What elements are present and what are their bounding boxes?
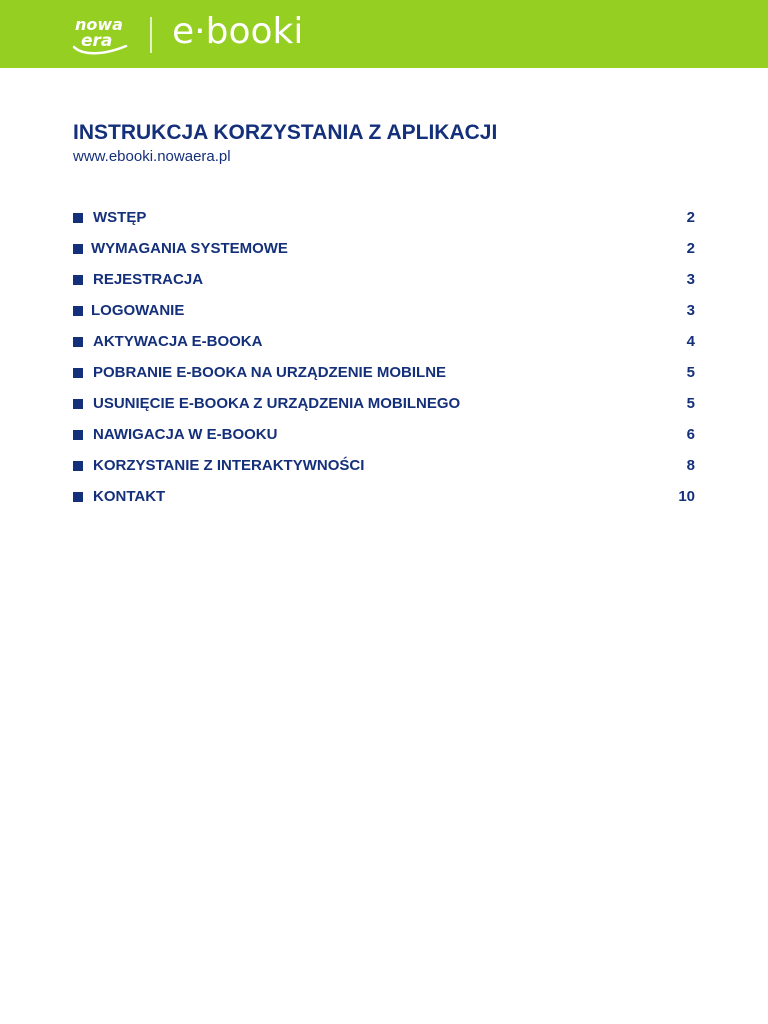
- nowa-era-logo: [72, 14, 130, 56]
- toc-item-label: WSTĘP: [93, 209, 147, 226]
- toc-item-label: LOGOWANIE: [91, 302, 185, 319]
- square-bullet-icon: [73, 399, 83, 409]
- square-bullet-icon: [73, 275, 83, 285]
- table-of-contents: [73, 203, 695, 513]
- square-bullet-icon: [73, 306, 83, 316]
- toc-item-page: 5: [686, 364, 695, 381]
- toc-item-label: WYMAGANIA SYSTEMOWE: [91, 240, 288, 257]
- toc-item-page: 6: [686, 426, 695, 443]
- logo-word-nowa: nowa: [75, 15, 123, 34]
- toc-item[interactable]: [73, 451, 695, 482]
- toc-item[interactable]: [73, 389, 695, 420]
- toc-item-page: 5: [686, 395, 695, 412]
- toc-item-label: KORZYSTANIE Z INTERAKTYWNOŚCI: [93, 457, 365, 474]
- toc-item[interactable]: [73, 203, 695, 234]
- square-bullet-icon: [73, 430, 83, 440]
- toc-item[interactable]: [73, 358, 695, 389]
- toc-item-page: 10: [678, 488, 695, 505]
- toc-item-label: REJESTRACJA: [93, 271, 204, 288]
- square-bullet-icon: [73, 461, 83, 471]
- toc-item-page: 2: [686, 240, 695, 257]
- toc-item[interactable]: [73, 420, 695, 451]
- toc-item-page: 4: [686, 333, 695, 350]
- toc-item-page: 2: [686, 209, 695, 226]
- square-bullet-icon: [73, 213, 83, 223]
- logo-word-era: era: [81, 31, 113, 51]
- toc-item[interactable]: [73, 296, 695, 327]
- header-bar: [0, 0, 768, 68]
- toc-item-page: 3: [686, 271, 695, 288]
- toc-item[interactable]: [73, 327, 695, 358]
- toc-item-label: NAWIGACJA W E-BOOKU: [93, 426, 278, 443]
- square-bullet-icon: [73, 492, 83, 502]
- square-bullet-icon: [73, 337, 83, 347]
- document-url: www.ebooki.nowaera.pl: [73, 148, 231, 165]
- toc-item-page: 8: [686, 457, 695, 474]
- toc-item[interactable]: [73, 265, 695, 296]
- toc-item[interactable]: [73, 482, 695, 513]
- toc-item-page: 3: [686, 302, 695, 319]
- square-bullet-icon: [73, 368, 83, 378]
- toc-item[interactable]: [73, 234, 695, 265]
- document-title: INSTRUKCJA KORZYSTANIA Z APLIKACJI: [73, 121, 498, 144]
- toc-item-label: KONTAKT: [93, 488, 166, 505]
- toc-item-label: USUNIĘCIE E-BOOKA Z URZĄDZENIA MOBILNEGO: [93, 395, 461, 412]
- square-bullet-icon: [73, 244, 83, 254]
- ebooki-brand: e·booki: [172, 11, 304, 52]
- toc-item-label: AKTYWACJA E-BOOKA: [93, 333, 263, 350]
- toc-item-label: POBRANIE E-BOOKA NA URZĄDZENIE MOBILNE: [93, 364, 447, 381]
- brand-divider: [150, 17, 152, 53]
